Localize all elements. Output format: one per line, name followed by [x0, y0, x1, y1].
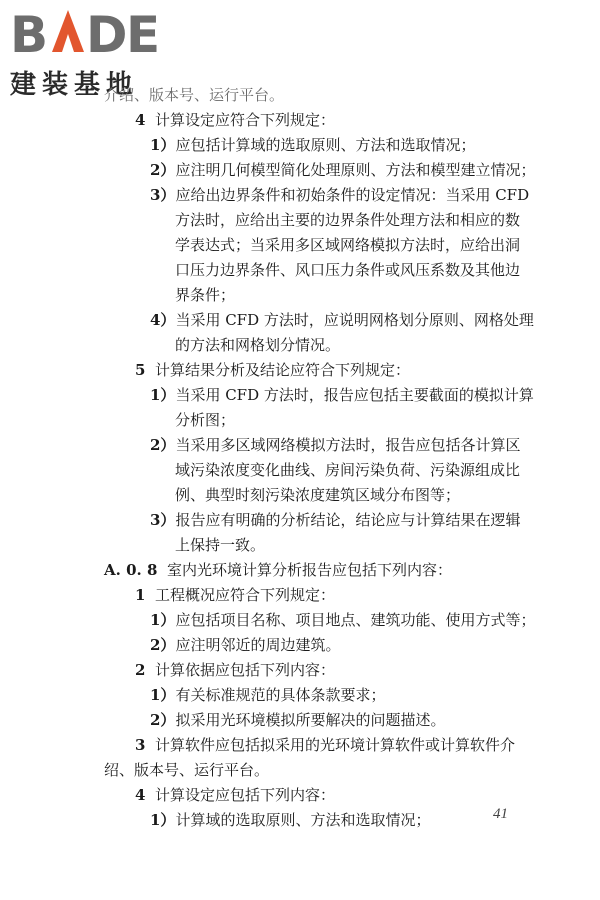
clause-line: 1 工程概况应符合下列规定： — [135, 586, 335, 604]
item-number: 2） — [150, 161, 176, 179]
continuation-line: 的方法和网格划分情况。 — [175, 336, 341, 354]
continuation-line: 域污染浓度变化曲线、房间污染负荷、污染源组成比 — [175, 461, 521, 479]
item-line: 1）计算域的选取原则、方法和选取情况； — [150, 811, 431, 829]
logo-letter-a — [52, 10, 84, 52]
item-line: 2）应注明邻近的周边建筑。 — [150, 636, 341, 654]
item-number: 3） — [150, 511, 176, 529]
continuation-line: 上保持一致。 — [175, 536, 266, 554]
item-number: 1） — [150, 136, 176, 154]
bade-logo — [10, 6, 175, 100]
item-number: 2） — [150, 636, 176, 654]
item-number: 1） — [150, 686, 176, 704]
clause-number: 2 — [135, 661, 146, 679]
logo-letter-e: E — [126, 6, 161, 56]
item-line: 2）应注明几何模型简化处理原则、方法和模型建立情况； — [150, 161, 536, 179]
continuation-line: 绍、版本号、运行平台。 — [104, 761, 270, 779]
clause-number: 4 — [135, 786, 146, 804]
item-line: 2）拟采用光环境模拟所要解决的问题描述。 — [150, 711, 446, 729]
page-number: 41 — [493, 806, 508, 822]
clause-line: 5 计算结果分析及结论应符合下列规定： — [135, 361, 410, 379]
clause-line: 2 计算依据应包括下列内容： — [135, 661, 335, 679]
clause-number: 4 — [135, 111, 146, 129]
text-line: 介绍、版本号、运行平台。 — [104, 86, 285, 104]
clause-line: 4 计算设定应符合下列规定： — [135, 111, 335, 129]
bade-logo-word — [10, 6, 175, 56]
item-line: 3）应给出边界条件和初始条件的设定情况：当采用 CFD — [150, 186, 530, 204]
item-line: 1）当采用 CFD 方法时，报告应包括主要截面的模拟计算 — [150, 386, 534, 404]
item-number: 4） — [150, 311, 176, 329]
logo-letter-b: B — [10, 6, 49, 56]
clause-number: 5 — [135, 361, 146, 379]
continuation-line: 分析图； — [175, 411, 236, 429]
logo-letter-d: D — [86, 6, 128, 56]
item-line: 1）应包括项目名称、项目地点、建筑功能、使用方式等； — [150, 611, 536, 629]
continuation-line: 例、典型时刻污染浓度建筑区域分布图等； — [175, 486, 461, 504]
item-number: 2） — [150, 436, 176, 454]
clause-number: 3 — [135, 736, 146, 754]
item-line: 1）有关标准规范的具体条款要求； — [150, 686, 386, 704]
clause-number: 1 — [135, 586, 146, 604]
continuation-line: 方法时，应给出主要的边界条件处理方法和相应的数 — [175, 211, 521, 229]
continuation-line: 学表达式；当采用多区域网络模拟方法时，应给出洞 — [175, 236, 521, 254]
item-number: 3） — [150, 186, 176, 204]
continuation-line: 界条件； — [175, 286, 236, 304]
section-heading: A. 0. 8 室内光环境计算分析报告应包括下列内容： — [104, 561, 452, 579]
item-number: 2） — [150, 711, 176, 729]
continuation-line: 口压力边界条件、风口压力条件或风压系数及其他边 — [175, 261, 521, 279]
clause-line: 3 计算软件应包括拟采用的光环境计算软件或计算软件介 — [135, 736, 515, 754]
item-line: 2）当采用多区域网络模拟方法时，报告应包括各计算区 — [150, 436, 521, 454]
item-line: 3）报告应有明确的分析结论，结论应与计算结果在逻辑 — [150, 511, 521, 529]
item-line: 4）当采用 CFD 方法时，应说明网格划分原则、网格处理 — [150, 311, 534, 329]
logo-subtitle: 建装基地 — [10, 70, 139, 100]
clause-line: 4 计算设定应包括下列内容： — [135, 786, 335, 804]
item-number: 1） — [150, 386, 176, 404]
item-number: 1） — [150, 611, 176, 629]
item-line: 1）应包括计算域的选取原则、方法和选取情况； — [150, 136, 476, 154]
section-number: A. 0. 8 — [104, 561, 158, 579]
item-number: 1） — [150, 811, 176, 829]
